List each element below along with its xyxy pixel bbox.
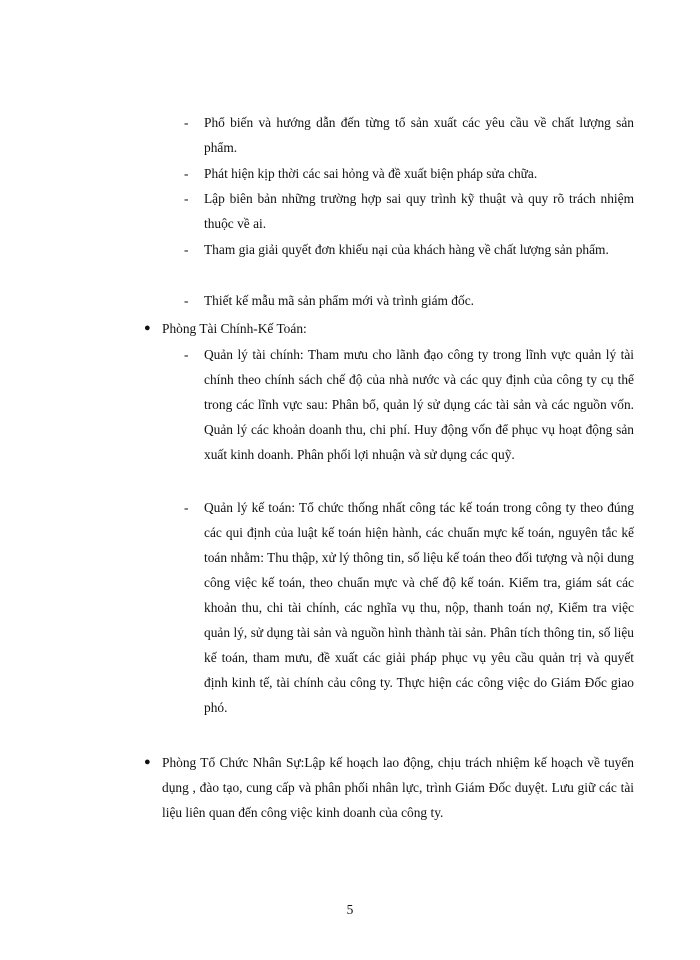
quality-item-5	[184, 288, 634, 313]
dash-marker: -	[184, 347, 189, 362]
quality-item-3	[184, 186, 634, 236]
quality-item-4	[184, 237, 634, 262]
finance-heading	[144, 316, 634, 341]
dash-marker: -	[184, 166, 189, 181]
bullet-marker: ●	[144, 756, 151, 768]
dash-marker: -	[184, 191, 189, 206]
finance-item-2	[184, 495, 634, 720]
finance-heading-text: Phòng Tài Chính-Kế Toán:	[162, 321, 307, 336]
quality-item-text: Lập biên bản những trường hợp sai quy trình kỹ thuật và quy rõ trách nhiệm thuộc về ai.	[204, 191, 634, 231]
hr-text: Phòng Tổ Chức Nhân Sự:Lập kế hoạch lao động, chịu trách nhiệm kế hoạch về tuyển dụng , đào tạo, cung cấp và phân phối nhân lực, trình Giám Đốc duyệt. Lưu giữ các tài liệu liên quan đến công việc kinh doanh của công ty.	[162, 755, 634, 820]
quality-item-1	[184, 110, 634, 160]
quality-item-2	[184, 161, 634, 186]
quality-item-text: Phát hiện kịp thời các sai hỏng và đề xuất biện pháp sửa chữa.	[204, 166, 538, 181]
finance-item-text: Quản lý tài chính: Tham mưu cho lãnh đạo công ty trong lĩnh vực quản lý tài chính theo chính sách chế độ của nhà nước và các quy định của công ty cụ thể trong các lĩnh vực sau: Phân bổ, quản lý sử dụng các tài sản và các nguồn vốn. Quản lý các khoản doanh thu, chi phí. Huy động vốn để phục vụ hoạt động sản xuất kinh doanh. Phân phối lợi nhuận và sử dụng các quỹ.	[204, 347, 634, 462]
hr-paragraph	[144, 750, 634, 825]
finance-item-text: Quản lý kế toán: Tổ chức thống nhất công tác kế toán trong công ty theo đúng các qui định của luật kế toán hiện hành, các chuẩn mực kế toán, nguyên tắc kế toán nhằm: Thu thập, xử lý thông tin, số liệu kế toán theo đối tượng và nội dung công việc kế toán, theo chuẩn mực và chế độ kế toán. Kiểm tra, giám sát các khoản thu, chi tài chính, các nghĩa vụ thu, nộp, thanh toán nợ, Kiểm tra việc quản lý, sử dụng tài sản và nguồn hình thành tài sản. Phân tích thông tin, số liệu kế toán, tham mưu, đề xuất các giải pháp phục vụ yêu cầu quản trị và quyết định kinh tế, tài chính cảu công ty. Thực hiện các công việc do Giám Đốc giao phó.	[204, 500, 634, 715]
quality-item-text: Phổ biến và hướng dẫn đến từng tổ sản xuất các yêu cầu về chất lượng sản phẩm.	[204, 115, 634, 155]
quality-item-text: Tham gia giải quyết đơn khiếu nại của khách hàng về chất lượng sản phẩm.	[204, 242, 609, 257]
dash-marker: -	[184, 115, 189, 130]
page-number: 5	[346, 902, 354, 917]
dash-marker: -	[184, 500, 189, 515]
finance-item-1	[184, 342, 634, 467]
quality-item-text: Thiết kế mẫu mã sản phẩm mới và trình giám đốc.	[204, 293, 474, 308]
dash-marker: -	[184, 242, 189, 257]
bullet-marker: ●	[144, 322, 151, 334]
dash-marker: -	[184, 293, 189, 308]
